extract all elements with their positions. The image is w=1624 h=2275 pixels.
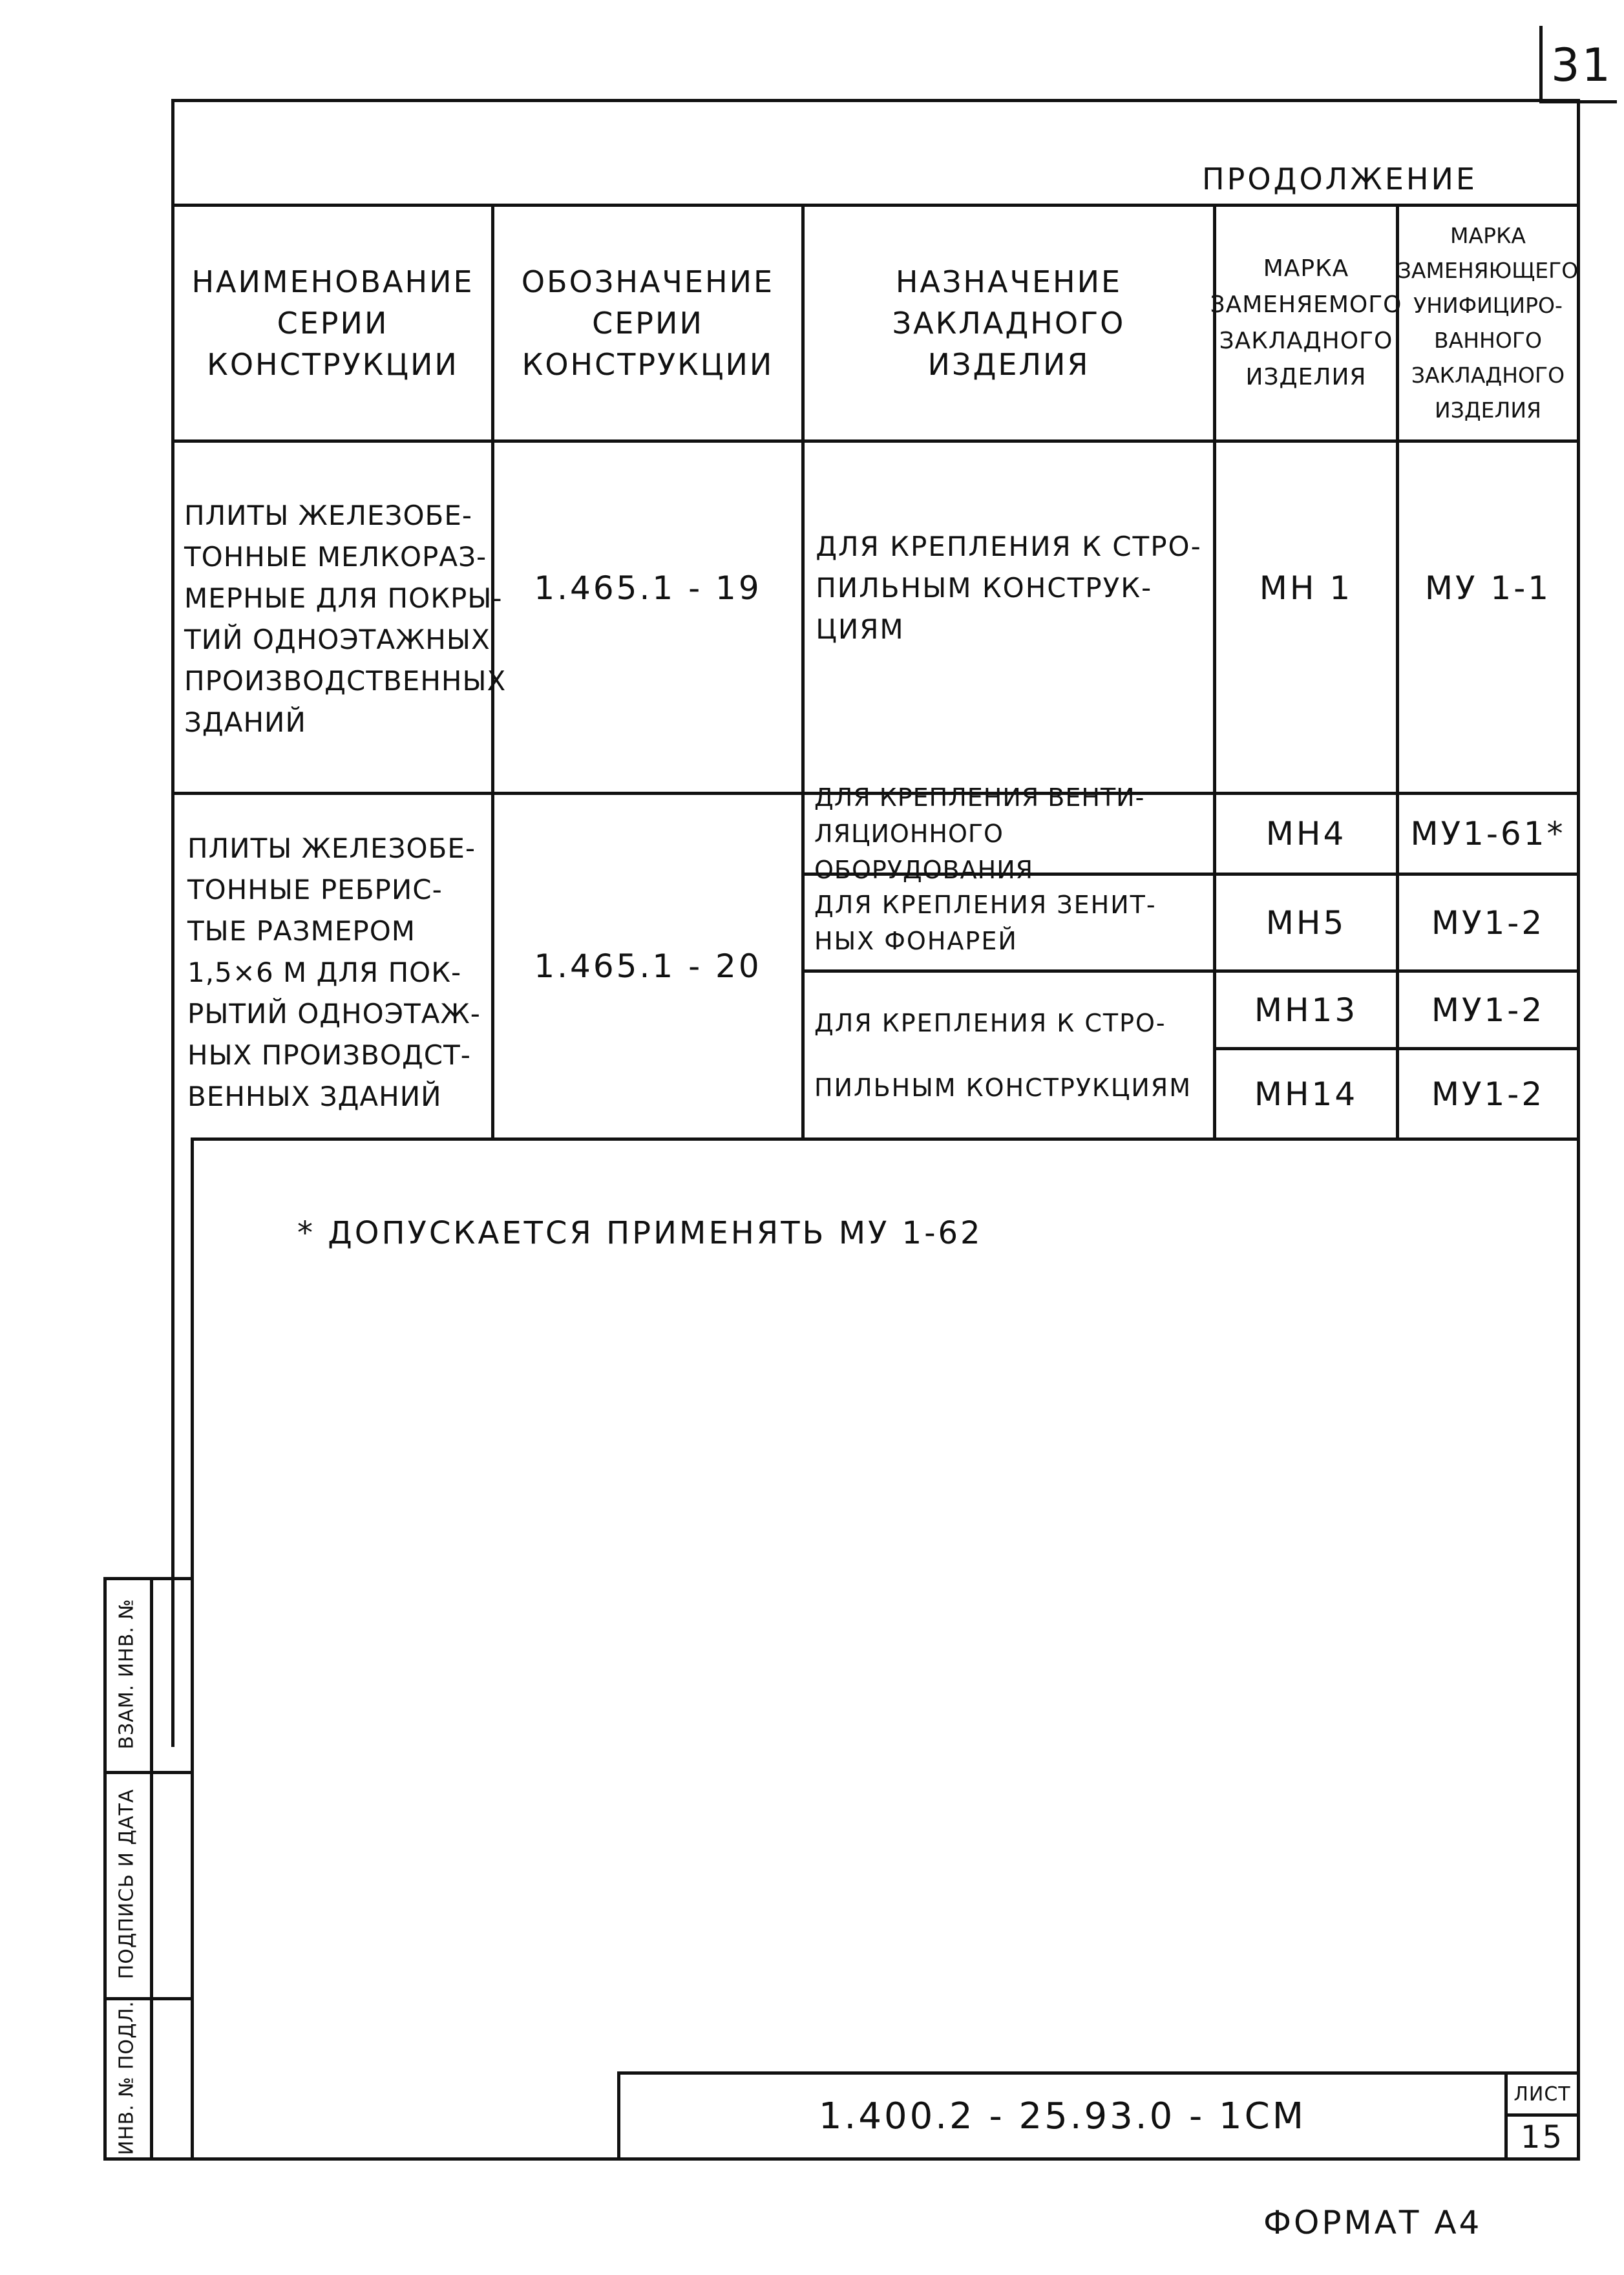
header-series-code-line-2: СЕРИИ [592,306,704,341]
stamp-line-1 [103,1577,194,1580]
header-replacing-line-2: ЗАМЕНЯЮЩЕГО [1397,258,1579,283]
group2-series-name [187,808,491,1138]
stamp-line-4 [103,2157,194,2161]
group1-name-line-5: ПРОИЗВОДСТВЕННЫХ [184,664,507,697]
group2-name-line-2: ТОННЫЕ РЕБРИС- [187,874,443,905]
row-mn5-replacing: МУ1-2 [1431,904,1545,942]
group2-name-line-3: ТЫЕ РАЗМЕРОМ [187,915,416,947]
row-mn13-purpose-line-2: ПИЛЬНЫМ КОНСТРУКЦИЯМ [814,1073,1192,1102]
row-mn5-purpose-line-2: НЫХ ФОНАРЕЙ [814,926,1018,955]
header-replacing-line-4: ВАННОГО [1434,328,1542,353]
row-mn13-purpose-line-1: ДЛЯ КРЕПЛЕНИЯ К СТРО- [814,1008,1166,1037]
page-number: 31 [1551,39,1613,92]
row-mn14-replaced: МН14 [1254,1075,1358,1113]
header-replacing-mark [1399,207,1577,439]
row-mn4-purpose [814,783,1213,884]
group1-name-line-3: МЕРНЫЕ ДЛЯ ПОКРЫ- [184,582,503,614]
row-mn5-purpose [814,876,1213,969]
row-mn14-replacing: МУ1-2 [1431,1075,1545,1113]
group2-name-line-1: ПЛИТЫ ЖЕЛЕЗОБЕ- [187,832,476,864]
stamp-right-line [191,1138,194,2159]
header-purpose-line-3: ИЗДЕЛИЯ [927,347,1090,382]
header-replaced-line-4: ИЗДЕЛИЯ [1245,364,1367,390]
frame-top [171,99,1580,102]
header-purpose [805,207,1213,439]
stamp-line-2 [103,1771,194,1774]
group1-purpose-line-1: ДЛЯ КРЕПЛЕНИЯ К СТРО- [816,531,1202,562]
stamp-line-3 [103,1997,194,2000]
group1-purpose [805,446,1213,730]
stamp-replacement-inv: ВЗАМ. ИНВ. № [115,1598,138,1750]
row-mn13-purpose [814,973,1213,1138]
header-replacing-line-1: МАРКА [1450,223,1526,248]
group2-series-code: 1.465.1 - 20 [534,947,762,985]
header-purpose-line-1: НАЗНАЧЕНИЕ [895,264,1123,299]
row-mn4-purpose-line-1: ДЛЯ КРЕПЛЕНИЯ ВЕНТИ- [814,783,1145,812]
frame-bottom [191,2157,1580,2161]
footnote: * ДОПУСКАЕТСЯ ПРИМЕНЯТЬ МУ 1-62 [297,1215,983,1251]
header-series-name-line-1: НАИМЕНОВАНИЕ [191,264,474,299]
document-code: 1.400.2 - 25.93.0 - 1СМ [818,2095,1307,2137]
header-purpose-line-2: ЗАКЛАДНОГО [892,306,1126,341]
group1-series-code: 1.465.1 - 19 [534,569,762,607]
group1-name-line-6: ЗДАНИЙ [184,706,306,738]
group2-name-line-7: ВЕННЫХ ЗДАНИЙ [187,1081,442,1112]
header-series-code-line-3: КОНСТРУКЦИИ [522,347,774,382]
header-series-name [174,207,491,439]
row-mn13-replacing: МУ1-2 [1431,991,1545,1029]
stamp-left-line [103,1577,107,2159]
stamp-mid-line [150,1577,153,2159]
group2-name-line-5: РЫТИЙ ОДНОЭТАЖ- [187,998,481,1030]
group1-name-line-2: ТОННЫЕ МЕЛКОРАЗ- [184,540,487,573]
header-series-name-line-2: СЕРИИ [277,306,389,341]
sheet-number: 15 [1520,2119,1565,2155]
stamp-original-inv: ИНВ. № ПОДЛ. [115,2000,138,2155]
header-replacing-line-3: УНИФИЦИРО- [1413,293,1563,318]
stamp-signature-date: ПОДПИСЬ И ДАТА [115,1788,138,1980]
header-replacing-line-6: ИЗДЕЛИЯ [1435,397,1541,423]
group2-name-line-6: НЫХ ПРОИЗВОДСТ- [187,1039,471,1071]
header-series-name-line-3: КОНСТРУКЦИИ [207,347,459,382]
group1-purpose-line-2: ПИЛЬНЫМ КОНСТРУК- [816,572,1153,604]
table-bottom-line [191,1138,1577,1141]
row-mn13-replaced: МН13 [1254,991,1358,1029]
group1-name-line-4: ТИЙ ОДНОЭТАЖНЫХ [184,623,490,655]
group1-purpose-line-3: ЦИЯМ [816,613,905,645]
group2-name-line-4: 1,5×6 М ДЛЯ ПОК- [187,957,462,988]
row-mn5-purpose-line-1: ДЛЯ КРЕПЛЕНИЯ ЗЕНИТ- [814,890,1157,919]
page-number-box-left [1539,26,1543,103]
group1-replacing-mark: МУ 1-1 [1424,569,1552,607]
header-series-code-line-1: ОБОЗНАЧЕНИЕ [521,264,775,299]
group1-replaced-mark: МН 1 [1259,569,1353,607]
header-replaced-line-1: МАРКА [1263,255,1349,282]
header-replacing-line-5: ЗАКЛАДНОГО [1411,363,1565,388]
row-mn5-replaced: МН5 [1265,904,1347,942]
group1-name-line-1: ПЛИТЫ ЖЕЛЕЗОБЕ- [184,499,473,531]
header-replaced-mark [1210,207,1402,439]
header-replaced-line-3: ЗАКЛАДНОГО [1219,328,1393,354]
group1-series-name [184,446,507,792]
row-mn4-replacing: МУ1-61* [1410,815,1566,852]
row-mn4-replaced: МН4 [1265,815,1347,852]
header-series-code [494,207,801,439]
header-replaced-line-2: ЗАМЕНЯЕМОГО [1210,291,1402,318]
header-bottom-line [174,439,1577,443]
sheet-label: ЛИСТ [1513,2082,1571,2106]
format-label: ФОРМАТ А4 [1263,2204,1482,2241]
continuation-label: ПРОДОЛЖЕНИЕ [1202,162,1477,196]
row-mn4-purpose-line-2: ЛЯЦИОННОГО ОБОРУДОВАНИЯ [814,820,1034,884]
